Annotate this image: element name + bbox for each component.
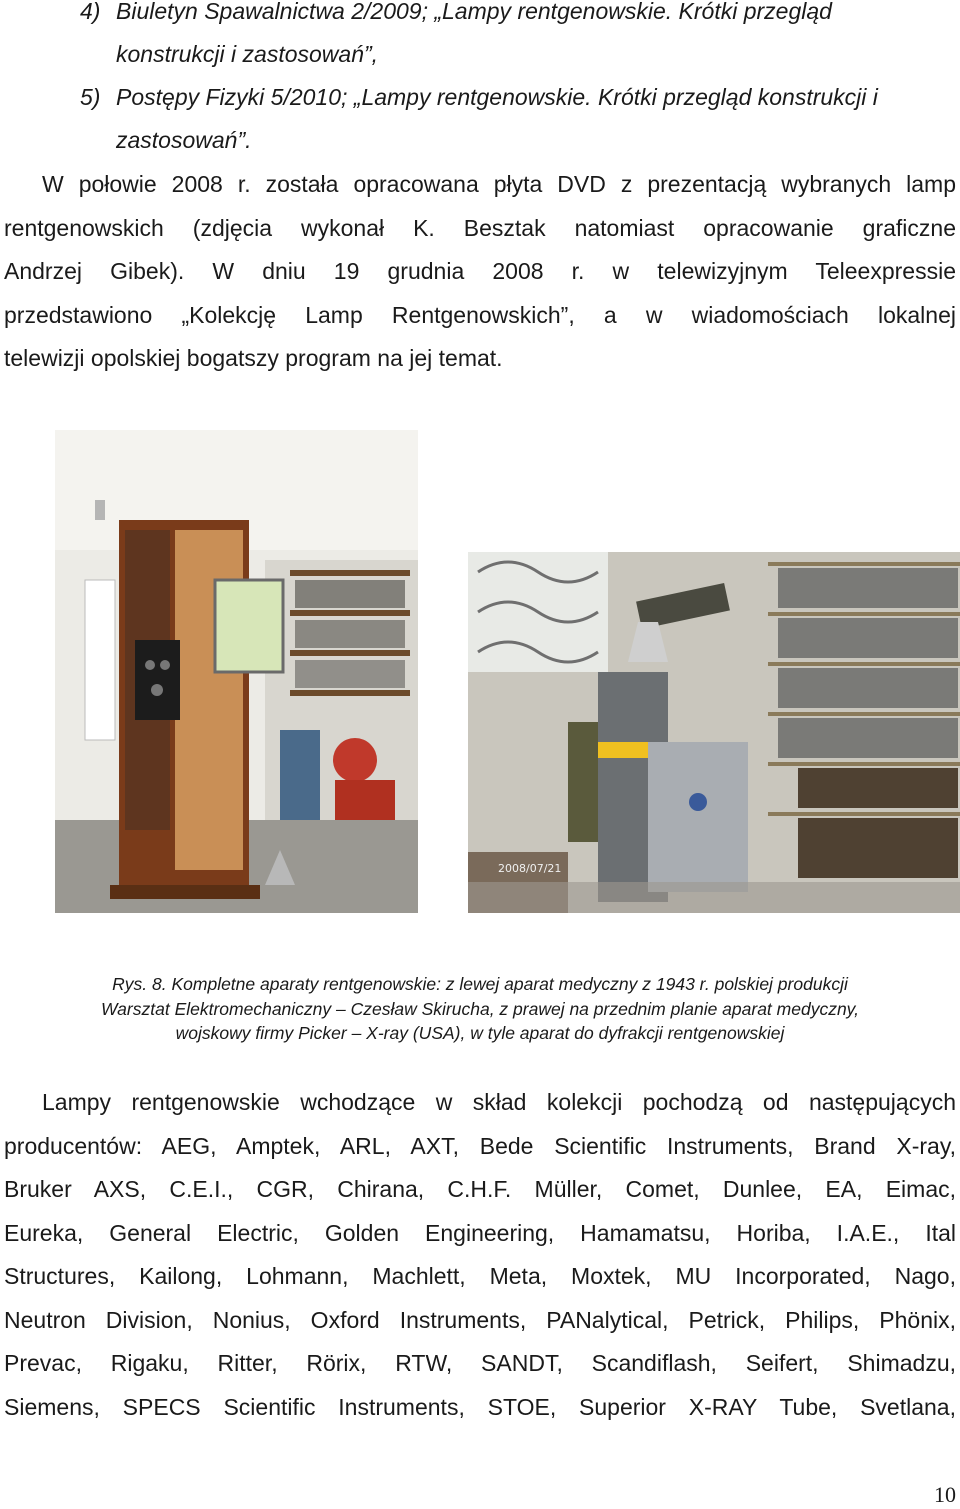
reference-item-4 [80,0,955,76]
photo-medical-xray-apparatus [55,430,418,913]
paragraph-line: Andrzej Gibek). W dniu 19 grudnia 2008 r. w telewizyjnym Teleexpressie [4,258,956,284]
paragraph-line: producentów: AEG, Amptek, ARL, AXT, Bede Scientific Instruments, Brand X-ray, [4,1132,956,1159]
paragraph-line: przedstawiono „Kolekcję Lamp Rentgenowskich”, a w wiadomościach lokalnej [4,301,956,328]
paragraph-line: Eureka, General Electric, Golden Engineering, Hamamatsu, Horiba, I.A.E., Ital [4,1219,956,1246]
paragraph-line: Structures, Kailong, Lohmann, Machlett, Meta, Moxtek, MU Incorporated, Nago, [4,1263,956,1289]
photo-military-xray-illustration [468,552,960,913]
photo-date-stamp: 2008/07/21 [498,862,562,875]
photo-medical-xray-illustration [55,430,418,913]
paragraph-manufacturers [4,1081,956,1429]
reference-text: Postępy Fizyki 5/2010; „Lampy rentgenowskie. Krótki przegląd konstrukcji i [116,84,878,110]
reference-text-continued: zastosowań”. [116,127,252,153]
paragraph-line: Lampy rentgenowskie wchodzące w skład kolekcji pochodzą od następujących [42,1089,956,1115]
paragraph-line: telewizji opolskiej bogatszy program na jej temat. [4,345,503,371]
paragraph-line: Bruker AXS, C.E.I., CGR, Chirana, C.H.F. Müller, Comet, Dunlee, EA, Eimac, [4,1176,956,1202]
paragraph-line: W połowie 2008 r. została opracowana płyta DVD z prezentacją wybranych lamp [42,171,956,197]
reference-number: 5) [80,84,101,110]
reference-item-5 [80,76,955,162]
paragraph-dvd-presentation [4,163,956,381]
paragraph-line: Neutron Division, Nonius, Oxford Instruments, PANalytical, Petrick, Philips, Phönix, [4,1306,956,1333]
page-number: 10 [934,1482,956,1507]
figure-caption [0,972,960,1046]
caption-line: Rys. 8. Kompletne aparaty rentgenowskie: z lewej aparat medyczny z 1943 r. polskiej produkcji [112,974,848,994]
caption-line: Warsztat Elektromechaniczny – Czesław Skirucha, z prawej na przednim planie aparat medyczny, [100,998,859,1019]
reference-text-continued: konstrukcji i zastosowań”, [116,41,379,67]
reference-number: 4) [80,0,101,24]
photo-military-xray-apparatus [468,552,960,913]
paragraph-line: Prevac, Rigaku, Ritter, Rörix, RTW, SANDT, Scandiflash, Seifert, Shimadzu, [4,1350,956,1376]
caption-line: wojskowy firmy Picker – X-ray (USA), w tyle aparat do dyfrakcji rentgenowskiej [175,1023,785,1043]
reference-text: Biuletyn Spawalnictwa 2/2009; „Lampy rentgenowskie. Krótki przegląd [116,0,832,24]
paragraph-line: rentgenowskich (zdjęcia wykonał K. Besztak natomiast opracowanie graficzne [4,214,956,241]
paragraph-line: Siemens, SPECS Scientific Instruments, STOE, Superior X-RAY Tube, Svetlana, [4,1393,956,1420]
